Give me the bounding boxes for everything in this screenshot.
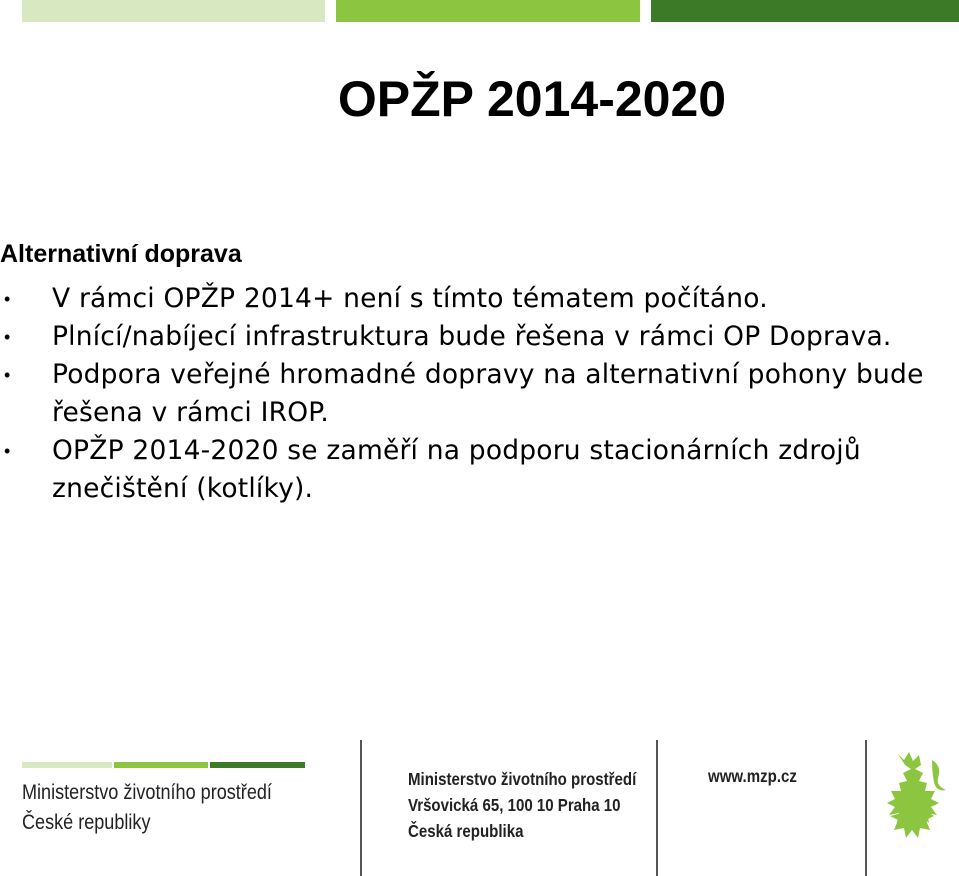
bullet-marker: •: [4, 289, 11, 309]
slide-title: OPŽP 2014-2020: [337, 71, 727, 127]
footer: [0, 740, 959, 876]
czech-lion-emblem-icon: [876, 746, 956, 844]
top-bar-light-green: [22, 0, 325, 22]
bullet-text: Plnící/nabíjecí infrastruktura bude řešena v rámci OP Doprava.: [52, 321, 892, 352]
footer-bar-green: [114, 762, 208, 768]
ministry-address: [408, 766, 636, 844]
bullet-marker: •: [4, 441, 11, 461]
ministry-logo-text: [22, 778, 272, 838]
footer-divider: [656, 740, 658, 876]
bullet-text: V rámci OPŽP 2014+ není s tímto tématem počítáno.: [52, 283, 768, 314]
section-heading: Alternativní doprava: [0, 240, 242, 268]
bullet-item: [0, 280, 940, 318]
footer-bar-dark-green: [210, 762, 305, 768]
footer-divider: [360, 740, 362, 876]
bullet-marker: •: [4, 365, 11, 385]
bullet-item: [0, 432, 940, 508]
website-link[interactable]: www.mzp.cz: [708, 766, 797, 786]
logo-line-1: Ministerstvo životního prostředí: [22, 781, 272, 804]
address-line-1: Ministerstvo životního prostředí: [408, 769, 637, 789]
bullet-marker: •: [4, 327, 11, 347]
logo-line-2: České republiky: [22, 811, 151, 834]
address-line-2: Vršovická 65, 100 10 Praha 10: [408, 795, 621, 815]
top-bar-dark-green: [651, 0, 959, 22]
top-bar-green: [336, 0, 640, 22]
bullet-item: [0, 318, 940, 356]
address-line-3: Česká republika: [408, 821, 524, 841]
footer-divider: [865, 740, 867, 876]
bullet-text: OPŽP 2014-2020 se zaměří na podporu stacionárních zdrojů znečištění (kotlíky).: [52, 435, 861, 504]
bullet-item: [0, 356, 940, 432]
footer-bar-light-green: [22, 762, 112, 768]
bullet-list: [0, 280, 940, 508]
bullet-text: Podpora veřejné hromadné dopravy na alternativní pohony bude řešena v rámci IROP.: [52, 359, 924, 428]
